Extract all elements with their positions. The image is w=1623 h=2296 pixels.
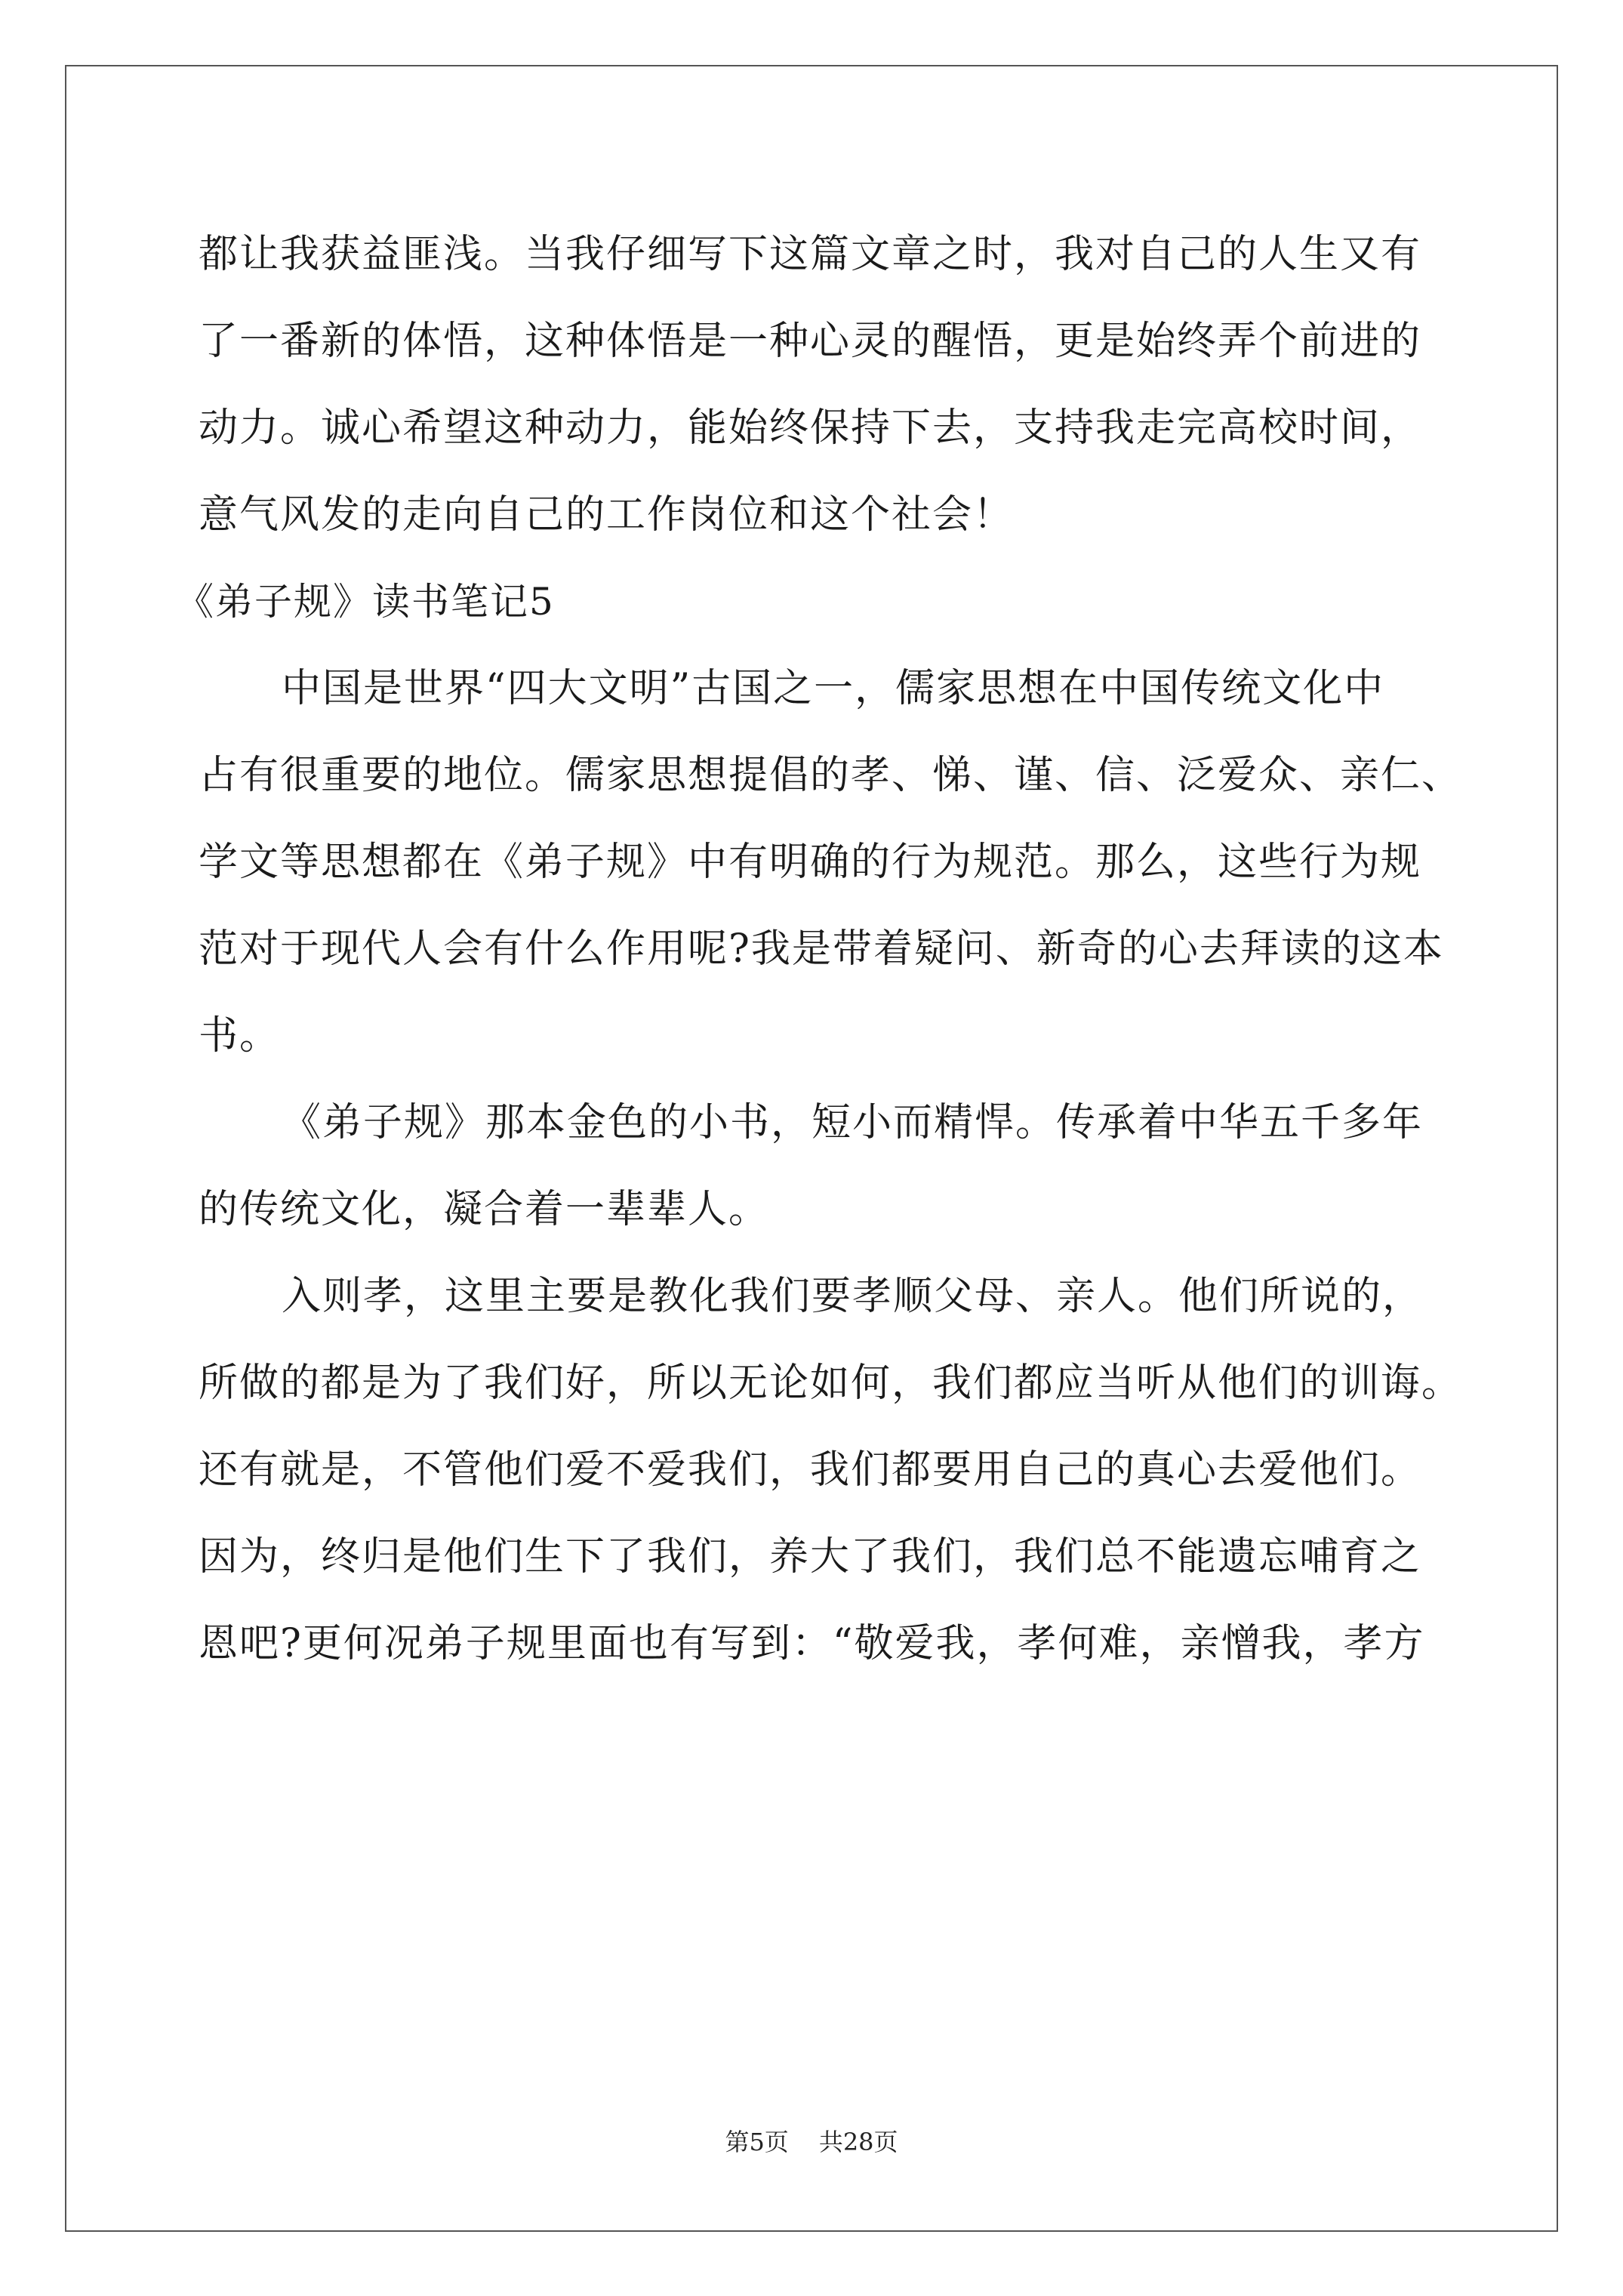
paragraph-line: 中国是世界“四大文明”古国之一，儒家思想在中国传统文化中: [282, 666, 1385, 711]
page-footer: [0, 2123, 1623, 2158]
paragraph-line: 了一番新的体悟，这种体悟是一种心灵的醒悟，更是始终弄个前进的: [199, 319, 1422, 364]
paragraph-line: 学文等思想都在《弟子规》中有明确的行为规范。那么，这些行为规: [199, 840, 1422, 885]
paragraph-line: 都让我获益匪浅。当我仔细写下这篇文章之时，我对自己的人生又有: [199, 232, 1422, 277]
paragraph-line: 的传统文化，凝合着一辈辈人。: [199, 1187, 770, 1232]
paragraph-line: 《弟子规》那本金色的小书，短小而精悍。传承着中华五千多年: [282, 1100, 1424, 1145]
paragraph-line: 动力。诚心希望这种动力，能始终保持下去，支持我走完高校时间，: [199, 405, 1422, 451]
paragraph-line: 入则孝，这里主要是教化我们要孝顺父母、亲人。他们所说的，: [282, 1274, 1424, 1319]
paragraph-line: 恩吧?更何况弟子规里面也有写到：“敬爱我，孝何难，亲憎我，孝方: [199, 1621, 1425, 1666]
paragraph-line: 意气风发的走向自己的工作岗位和这个社会！: [199, 492, 1015, 538]
paragraph-line: 范对于现代人会有什么作用呢?我是带着疑问、新奇的心去拜读的这本: [199, 926, 1444, 972]
paragraph-line: 还有就是，不管他们爱不爱我们，我们都要用自己的真心去爱他们。: [199, 1447, 1422, 1493]
page-number: 第5页: [725, 2128, 789, 2156]
page-total: 共28页: [818, 2128, 898, 2156]
paragraph-line: 所做的都是为了我们好，所以无论如何，我们都应当听从他们的训诲。: [199, 1361, 1463, 1406]
document-body: [176, 211, 1463, 1687]
paragraph-line: 占有很重要的地位。儒家思想提倡的孝、悌、谨、信、泛爱众、亲仁、: [199, 753, 1463, 798]
section-heading: 《弟子规》读书笔记5: [176, 580, 555, 624]
paragraph-line: 书。: [199, 1013, 281, 1059]
paragraph-line: 因为，终归是他们生下了我们，养大了我们，我们总不能遗忘哺育之: [199, 1534, 1422, 1579]
